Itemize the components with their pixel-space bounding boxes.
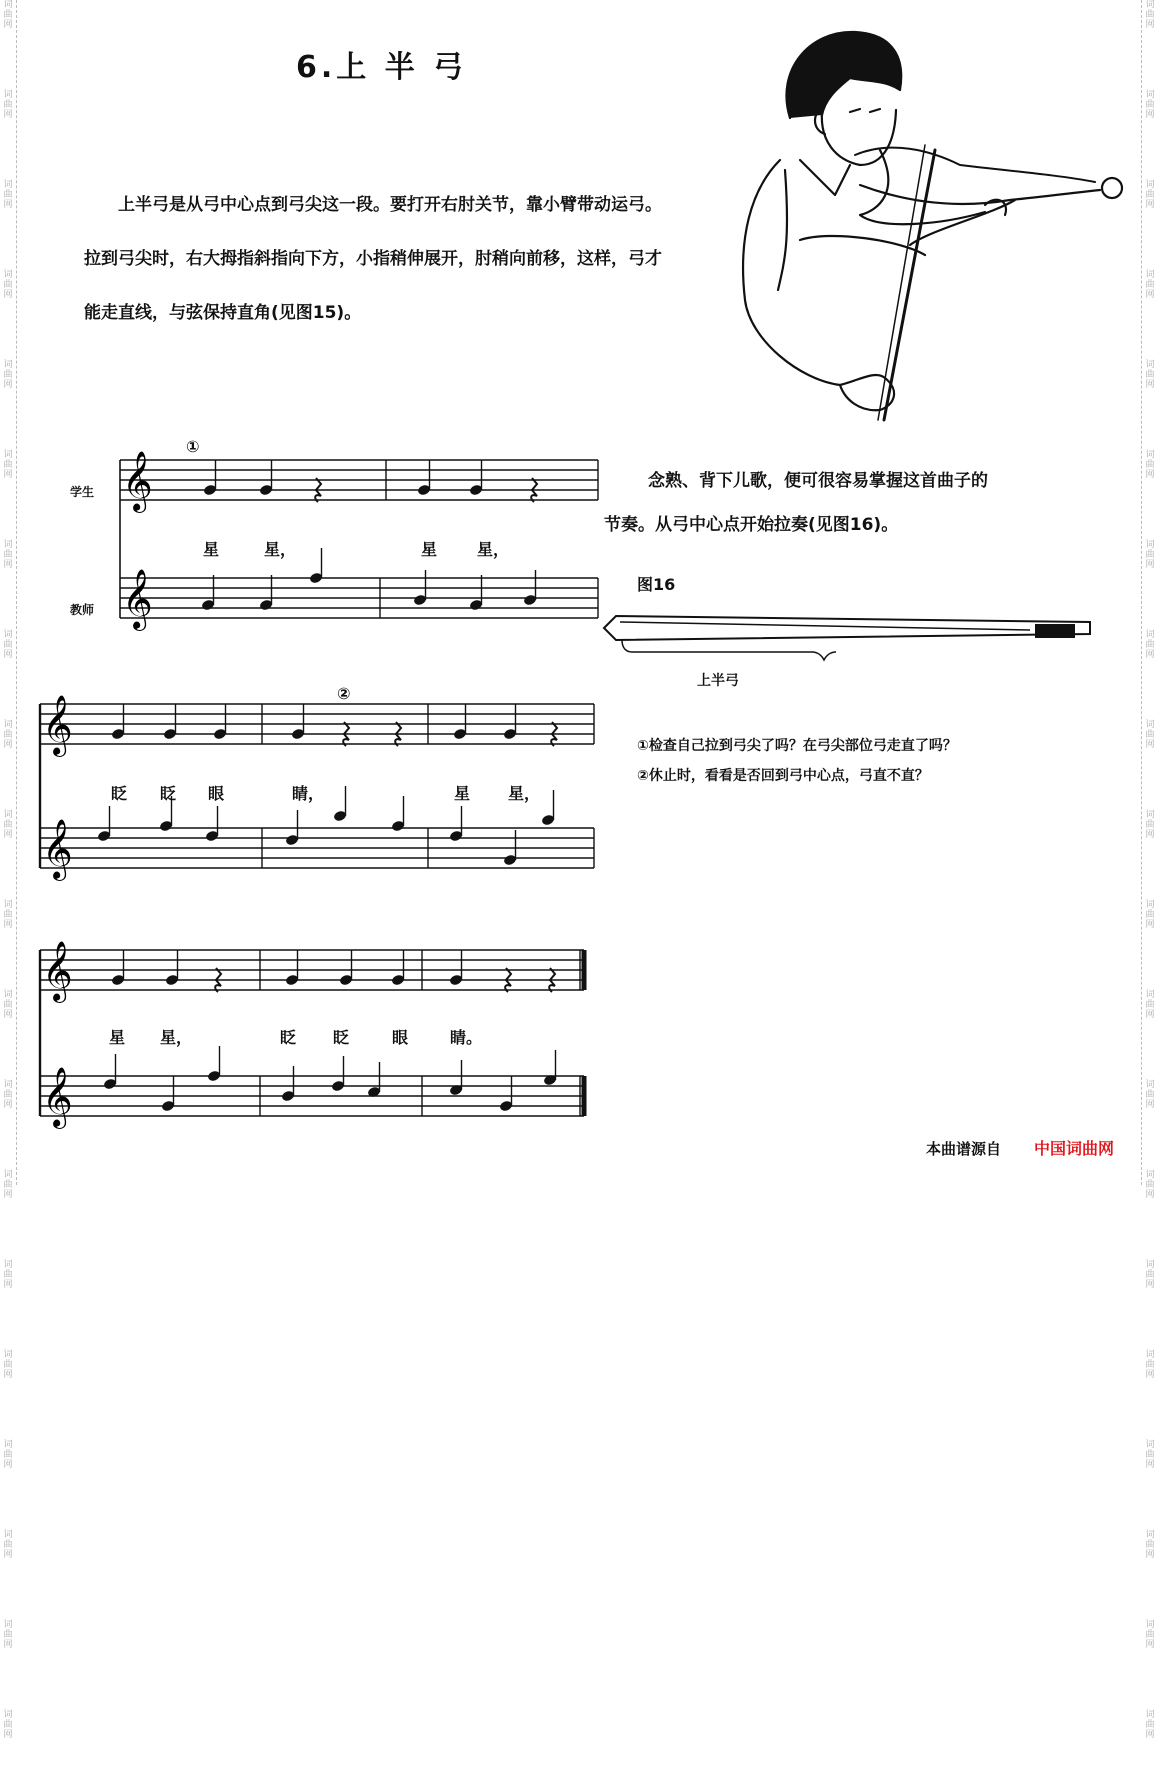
watermark-gap	[1142, 1290, 1158, 1320]
teacher-staff-3-treble-clef: 𝄞	[42, 1067, 73, 1127]
watermark-char: 网	[1145, 830, 1155, 840]
watermark-char: 词	[1145, 90, 1155, 100]
lyric: 星，	[508, 784, 541, 803]
lyric: 星，	[264, 540, 297, 559]
watermark-char: 词	[1145, 360, 1155, 370]
footer-site-link[interactable]: 中国词曲网	[1034, 1139, 1115, 1158]
side-text-line1: 念熟、背下儿歌，便可很容易掌握这首曲子的	[648, 471, 988, 491]
student-staff-2-treble-clef: 𝄞	[42, 695, 73, 755]
lyric: 睛。	[450, 1028, 483, 1047]
watermark-gap	[0, 1290, 16, 1320]
watermark-char: 曲	[3, 370, 13, 380]
watermark-char: 网	[1145, 200, 1155, 210]
student-staff-3-treble-clef: 𝄞	[42, 941, 73, 1001]
watermark-char: 词	[3, 1170, 13, 1180]
watermark-char: 词	[3, 450, 13, 460]
watermark-char: 网	[3, 1100, 13, 1110]
watermark-char: 词	[1145, 0, 1155, 10]
watermark-char: 网	[1145, 110, 1155, 120]
watermark-char: 曲	[1145, 820, 1155, 830]
watermark-char: 曲	[1145, 1090, 1155, 1100]
watermark-char: 词	[1145, 1080, 1155, 1090]
watermark-char: 曲	[3, 1360, 13, 1370]
lyric: 星	[203, 540, 220, 559]
watermark-char: 网	[3, 1370, 13, 1380]
watermark-char: 曲	[1145, 190, 1155, 200]
page-title: 6.上 半 弓	[296, 50, 468, 85]
watermark-char: 网	[1145, 560, 1155, 570]
watermark-char: 词	[3, 270, 13, 280]
watermark-char: 网	[3, 1730, 13, 1740]
watermark-char: 网	[1145, 650, 1155, 660]
watermark-char: 网	[3, 1550, 13, 1560]
watermark-char: 曲	[3, 1000, 13, 1010]
watermark-char: 词	[1145, 900, 1155, 910]
bow-section-label: 上半弓	[697, 673, 739, 689]
watermark-char: 词	[3, 0, 13, 10]
watermark-char: 词	[3, 900, 13, 910]
watermark-char: 网	[3, 1640, 13, 1650]
watermark-char: 词	[1145, 1260, 1155, 1270]
watermark-char: 曲	[3, 10, 13, 20]
watermark-char: 网	[1145, 290, 1155, 300]
watermark-char: 词	[3, 360, 13, 370]
watermark-char: 网	[1145, 1550, 1155, 1560]
watermark-char: 网	[3, 740, 13, 750]
watermark-char: 曲	[1145, 1270, 1155, 1280]
lyric: 星	[109, 1028, 126, 1047]
lyric: 星，	[160, 1028, 193, 1047]
watermark-char: 网	[3, 920, 13, 930]
watermark-char: 网	[3, 1190, 13, 1200]
watermark-char: 词	[1145, 1440, 1155, 1450]
watermark-char: 曲	[3, 1720, 13, 1730]
watermark-char: 词	[1145, 1350, 1155, 1360]
teacher-staff-2-treble-clef: 𝄞	[42, 819, 73, 879]
watermark-char: 词	[1145, 630, 1155, 640]
watermark-char: 网	[1145, 1100, 1155, 1110]
watermark-char: 网	[3, 1010, 13, 1020]
watermark-char: 曲	[3, 190, 13, 200]
watermark-gap	[1142, 1560, 1158, 1590]
watermark-char: 词	[3, 1260, 13, 1270]
watermark-char: 曲	[3, 820, 13, 830]
watermark-char: 曲	[1145, 370, 1155, 380]
watermark-char: 曲	[1145, 10, 1155, 20]
watermark-char: 词	[3, 1710, 13, 1720]
note-2: ②休止时，看看是否回到弓中心点，弓直不直？	[637, 768, 929, 784]
watermark-char: 网	[1145, 740, 1155, 750]
watermark-char: 网	[3, 830, 13, 840]
watermark-char: 网	[1145, 1010, 1155, 1020]
watermark-char: 曲	[3, 460, 13, 470]
watermark-char: 网	[1145, 1640, 1155, 1650]
watermark-char: 曲	[3, 1540, 13, 1550]
watermark-char: 网	[1145, 920, 1155, 930]
watermark-char: 网	[3, 200, 13, 210]
watermark-char: 曲	[1145, 100, 1155, 110]
watermark-char: 词	[1145, 810, 1155, 820]
watermark-char: 曲	[1145, 1360, 1155, 1370]
watermark-char: 词	[3, 1440, 13, 1450]
watermark-char: 网	[3, 380, 13, 390]
watermark-char: 词	[3, 720, 13, 730]
watermark-char: 词	[3, 810, 13, 820]
watermark-char: 曲	[1145, 1540, 1155, 1550]
lyric: 星	[421, 540, 438, 559]
lyric: 星	[454, 784, 471, 803]
lyric: 眼	[392, 1028, 409, 1047]
watermark-char: 曲	[1145, 1720, 1155, 1730]
watermark-char: 词	[3, 990, 13, 1000]
lyric: 眼	[208, 784, 225, 803]
watermark-char: 曲	[1145, 640, 1155, 650]
watermark-gap	[0, 1560, 16, 1590]
watermark-char: 曲	[1145, 730, 1155, 740]
lyric: 眨	[280, 1028, 297, 1047]
watermark-char: 词	[1145, 540, 1155, 550]
watermark-char: 网	[3, 470, 13, 480]
watermark-char: 曲	[3, 640, 13, 650]
watermark-char: 网	[1145, 1370, 1155, 1380]
lyric: 睛，	[292, 784, 325, 803]
watermark-char: 曲	[1145, 1450, 1155, 1460]
watermark-char: 曲	[3, 1180, 13, 1190]
watermark-char: 曲	[1145, 1630, 1155, 1640]
watermark-char: 网	[1145, 1730, 1155, 1740]
watermark-char: 网	[3, 110, 13, 120]
watermark-char: 词	[1145, 1620, 1155, 1630]
watermark-char: 曲	[3, 910, 13, 920]
lyric: 眨	[111, 784, 128, 803]
watermark-char: 词	[3, 540, 13, 550]
watermark-char: 词	[1145, 1170, 1155, 1180]
lyric: 眨	[160, 784, 177, 803]
intro-paragraph-text: 上半弓是从弓中心点到弓尖这一段。要打开右肘关节，靠小臂带动运弓。拉到弓尖时，右大拇指斜指向下方，小指稍伸展开，肘稍向前移，这样，弓才能走直线，与弦保持直角(见图15)。	[84, 195, 662, 323]
watermark-char: 词	[1145, 1530, 1155, 1540]
lyric: 星，	[477, 540, 510, 559]
watermark-gap	[0, 1200, 16, 1230]
watermark-gap	[1142, 1740, 1158, 1770]
note-1: ①检查自己拉到弓尖了吗？在弓尖部位弓走直了吗？	[637, 738, 957, 754]
watermark-char: 曲	[1145, 280, 1155, 290]
watermark-gap	[0, 1380, 16, 1410]
watermark-char: 网	[3, 290, 13, 300]
watermark-char: 词	[1145, 990, 1155, 1000]
watermark-char: 网	[3, 1280, 13, 1290]
student-staff-label: 学生	[70, 485, 95, 499]
watermark-char: 词	[1145, 270, 1155, 280]
watermark-char: 词	[3, 1530, 13, 1540]
lyric: 眨	[333, 1028, 350, 1047]
watermark-char: 曲	[1145, 550, 1155, 560]
watermark-char: 曲	[3, 1630, 13, 1640]
watermark-char: 网	[1145, 380, 1155, 390]
watermark-char: 词	[3, 1080, 13, 1090]
watermark-char: 曲	[1145, 1000, 1155, 1010]
watermark-char: 网	[1145, 20, 1155, 30]
watermark-char: 曲	[3, 1090, 13, 1100]
watermark-char: 网	[1145, 1190, 1155, 1200]
watermark-char: 网	[3, 560, 13, 570]
watermark-char: 词	[3, 90, 13, 100]
watermark-char: 词	[1145, 720, 1155, 730]
watermark-char: 曲	[3, 1270, 13, 1280]
watermark-gap	[0, 1740, 16, 1770]
watermark-char: 曲	[1145, 1180, 1155, 1190]
watermark-gap	[1142, 1200, 1158, 1230]
watermark-char: 曲	[3, 100, 13, 110]
watermark-char: 曲	[3, 1450, 13, 1460]
watermark-char: 词	[1145, 180, 1155, 190]
watermark-char: 词	[3, 180, 13, 190]
figure-label: 图16	[637, 575, 676, 594]
watermark-char: 曲	[3, 280, 13, 290]
marker-1: ①	[186, 437, 200, 456]
watermark-gap	[0, 1650, 16, 1680]
student-staff-1-treble-clef: 𝄞	[122, 451, 153, 511]
watermark-char: 网	[1145, 1460, 1155, 1470]
watermark-char: 曲	[3, 730, 13, 740]
watermark-char: 网	[1145, 1280, 1155, 1290]
watermark-gap	[1142, 1470, 1158, 1500]
watermark-gap	[1142, 1650, 1158, 1680]
watermark-gap	[0, 1470, 16, 1500]
watermark-char: 词	[3, 1620, 13, 1630]
watermark-char: 词	[1145, 450, 1155, 460]
marker-2: ②	[337, 684, 351, 703]
watermark-char: 曲	[1145, 460, 1155, 470]
watermark-char: 曲	[3, 550, 13, 560]
watermark-char: 曲	[1145, 910, 1155, 920]
footer-source: 本曲谱源自	[926, 1140, 1002, 1158]
watermark-char: 网	[3, 1460, 13, 1470]
watermark-char: 网	[1145, 470, 1155, 480]
watermark-char: 词	[3, 1350, 13, 1360]
side-text-line2: 节奏。从弓中心点开始拉奏(见图16)。	[604, 515, 899, 535]
watermark-char: 网	[3, 20, 13, 30]
teacher-staff-label: 教师	[70, 603, 95, 617]
watermark-gap	[1142, 1380, 1158, 1410]
teacher-staff-1-treble-clef: 𝄞	[122, 569, 153, 629]
watermark-char: 词	[1145, 1710, 1155, 1720]
watermark-char: 网	[3, 650, 13, 660]
watermark-char: 词	[3, 630, 13, 640]
